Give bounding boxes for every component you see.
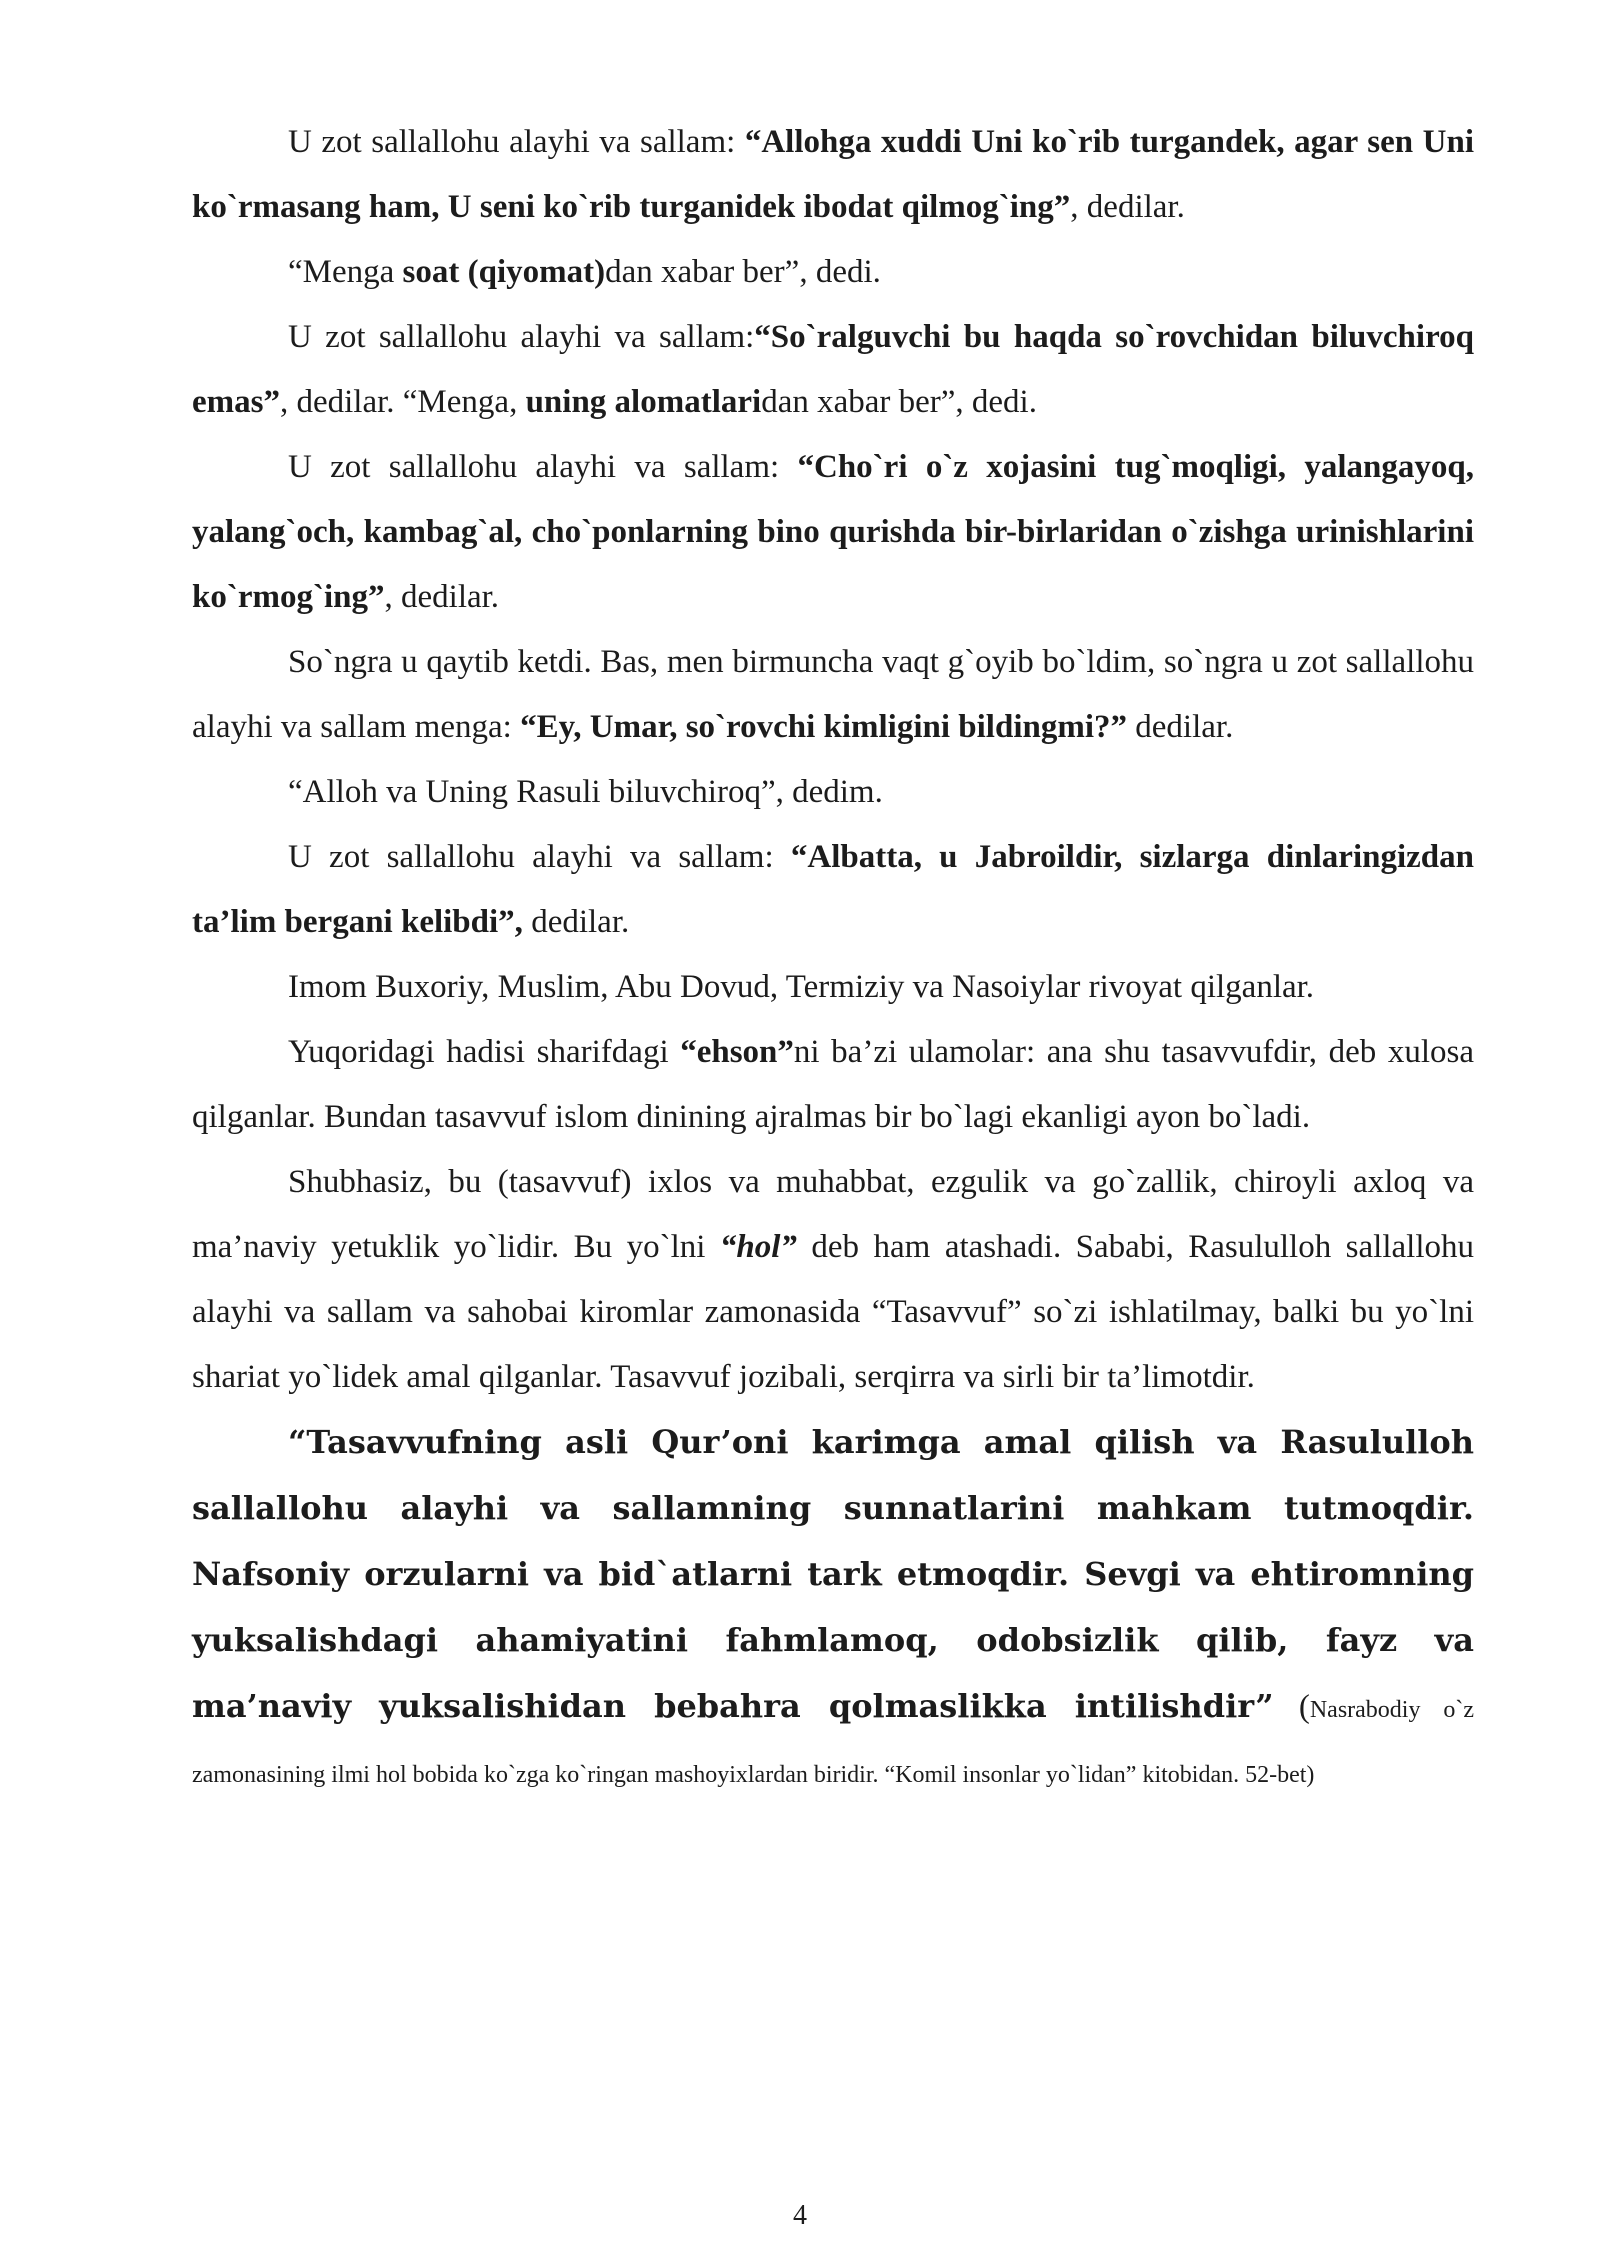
text-span: “Alloh va Uning Rasuli biluvchiroq”, dedim.: [288, 774, 883, 810]
text-span: Imom Buxoriy, Muslim, Abu Dovud, Termiziy va Nasoiylar rivoyat qilganlar.: [288, 969, 1315, 1005]
bold-term: uning alomatlari: [525, 384, 762, 420]
paragraph-7: [192, 825, 1474, 955]
text-span: U zot sallallohu alayhi va sallam:: [288, 839, 791, 875]
text-span: U zot sallallohu alayhi va sallam:: [288, 449, 798, 485]
text-span: dedilar.: [1127, 709, 1234, 745]
paragraph-10: [192, 1150, 1474, 1410]
bold-term: “ehson”: [680, 1034, 794, 1070]
text-span: (: [1273, 1689, 1310, 1725]
paragraph-5: [192, 630, 1474, 760]
bold-quote: “Albatta, u Jabroildir, sizlarga dinlaringizdan ta’lim bergani kelibdi”,: [192, 839, 1474, 940]
source-note: Nasrabodiy o`z zamonasining ilmi hol bobida ko`zga ko`ringan mashoyixlardan biridir. “Komil insonlar yo`lidan” kitobidan. 52-bet): [192, 1697, 1475, 1788]
text-span: ni ba’zi ulamolar: ana shu tasavvufdir, deb xulosa qilganlar. Bundan tasavvuf islom dinining ajralmas bir bo`lagi ekanligi ayon bo`ladi.: [192, 1034, 1474, 1135]
text-span: deb ham atashadi. Sababi, Rasululloh sallallohu alayhi va sallam va sahobai kiromlar zamonasida “Tasavvuf” so`zi ishlatilmay, balki bu yo`lni shariat yo`lidek amal qilganlar. Tasavvuf jozibali, serqirra va sirli bir ta’limotdir.: [192, 1229, 1474, 1395]
text-span: Shubhasiz, bu (tasavvuf) ixlos va muhabbat, ezgulik va go`zallik, chiroyli axloq va ma’naviy yetuklik yo`lidir. Bu yo`lni: [192, 1164, 1474, 1265]
paragraph-4: [192, 435, 1474, 630]
paragraph-8: [192, 955, 1474, 1020]
bold-quote: “Tasavvufning asli Qur’oni karimga amal qilish va Rasululloh sallallohu alayhi va sallamning sunnatlarini mahkam tutmoqdir. Nafsoniy orzularni va bid`atlarni tark etmoqdir. Sevgi va ehtiromning yuksalishdagi ahamiyatini fahmlamoq, odobsizlik qilib, fayz va ma’naviy yuksalishidan bebahra qolmaslikka intilishdir”: [192, 1423, 1474, 1725]
paragraph-3: [192, 305, 1474, 435]
text-span: dan xabar ber”, dedi.: [605, 254, 881, 290]
bold-term: soat (qiyomat): [402, 254, 606, 290]
text-span: U zot sallallohu alayhi va sallam:: [288, 124, 745, 160]
paragraph-9: [192, 1020, 1474, 1150]
text-span: , dedilar.: [384, 579, 500, 615]
paragraph-11: [192, 1410, 1474, 1805]
text-span: Yuqoridagi hadisi sharifdagi: [288, 1034, 681, 1070]
text-span: “Menga: [288, 254, 403, 290]
bold-quote: “Cho`ri o`z xojasini tug`moqligi, yalangayoq, yalang`och, kambag`al, cho`ponlarning bino qurishda bir-birlaridan o`zishga urinishlarini ko`rmog`ing”: [192, 449, 1475, 615]
bold-italic-term: “hol”: [719, 1229, 797, 1265]
text-span: U zot sallallohu alayhi va sallam:: [288, 319, 755, 355]
text-span: , dedilar.: [1070, 189, 1185, 225]
paragraph-6: [192, 760, 1474, 825]
bold-quote: “So`ralguvchi bu haqda so`rovchidan biluvchiroq emas”: [192, 319, 1474, 420]
text-span: So`ngra u qaytib ketdi. Bas, men birmuncha vaqt g`oyib bo`ldim, so`ngra u zot sallallohu alayhi va sallam menga:: [192, 644, 1474, 745]
bold-quote: “Allohga xuddi Uni ko`rib turgandek, agar sen Uni ko`rmasang ham, U seni ko`rib turganidek ibodat qilmog`ing”: [192, 124, 1474, 225]
document-page: [192, 110, 1474, 1805]
bold-quote: “Ey, Umar, so`rovchi kimligini bildingmi?”: [520, 709, 1128, 745]
paragraph-2: [192, 240, 1474, 305]
text-span: , dedilar. “Menga,: [279, 384, 526, 420]
text-span: dan xabar ber”, dedi.: [761, 384, 1037, 420]
page-number: 4: [793, 2200, 807, 2231]
paragraph-1: [192, 110, 1474, 240]
text-span: dedilar.: [522, 904, 630, 940]
